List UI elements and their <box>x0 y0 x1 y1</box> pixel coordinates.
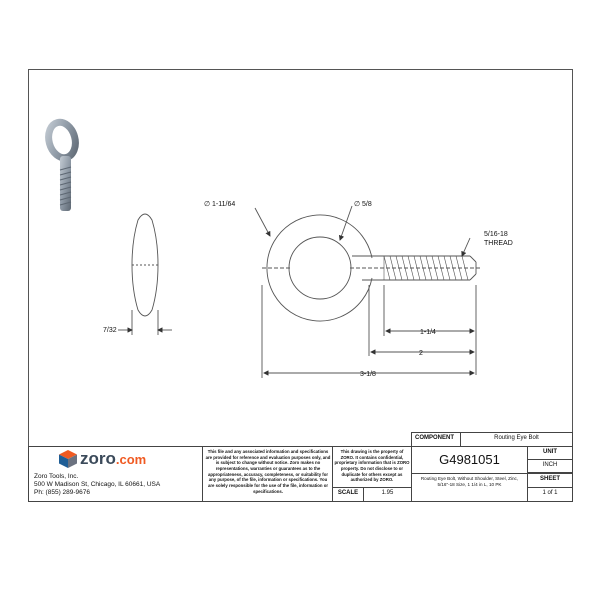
part-number: G4981051 <box>439 452 500 467</box>
zoro-logo <box>58 449 146 469</box>
bolt-3d-shank <box>60 156 71 211</box>
logo-suffix: .com <box>115 451 147 467</box>
dim-shank-length-label: 2 <box>419 350 423 357</box>
sheet-value: 1 of 1 <box>542 490 558 496</box>
dim-thickness-label: 7/32 <box>103 327 117 334</box>
thread-spec-label-2: THREAD <box>484 240 513 247</box>
front-view <box>255 206 480 378</box>
unit-label: UNIT <box>543 449 557 455</box>
company-phone: Ph: (855) 289-9676 <box>34 489 91 497</box>
dim-overall-length-label: 3-1/8 <box>360 371 376 378</box>
company-address: 500 W Madison St, Chicago, IL 60661, USA <box>34 481 161 489</box>
disclaimer-text: This file and any associated information and specifications are provided for reference and evaluation purposes only, and is subject to change without notice. Zoro makes no representations, warranties or guarantees as to the appropriateness, accuracy, completeness, or suitability for any purpose, of the file, information or specifications. You are solely responsible for the use of the file, information or specifications. <box>205 449 331 494</box>
thread-spec-label-1: 5/16-18 <box>484 231 508 238</box>
company-name: Zoro Tools, Inc. <box>34 473 79 480</box>
confidential-text: This drawing is the property of ZORO. It contains confidential, proprietary information that is ZORO property. Do not disclose to or duplicate for others except as authorized by ZORO. <box>334 449 410 483</box>
eye-bolt-3d-view <box>45 119 79 211</box>
unit-value: INCH <box>542 462 558 468</box>
dim-inner-diameter-label: ∅ 5/8 <box>354 201 372 208</box>
dim-outer-diameter-label: ∅ 1-11/64 <box>204 201 236 208</box>
product-description: Routing Eye Bolt, Without Shoulder, Steel, Zinc, 5/16"-18 Size, 1 1/4 in L, 10 PK <box>420 476 519 488</box>
logo-text: zoro <box>80 449 116 468</box>
zoro-cube-icon <box>58 449 78 469</box>
dim-thread-length-label: 1-1/4 <box>420 329 436 336</box>
component-label: COMPONENT <box>415 435 454 441</box>
eye-inner-outline <box>289 237 351 299</box>
scale-label: SCALE <box>337 490 359 496</box>
scale-value: 1.95 <box>381 490 394 496</box>
sheet-label: SHEET <box>539 476 560 482</box>
component-value: Routing Eye Bolt <box>494 435 539 441</box>
side-view <box>118 214 172 335</box>
